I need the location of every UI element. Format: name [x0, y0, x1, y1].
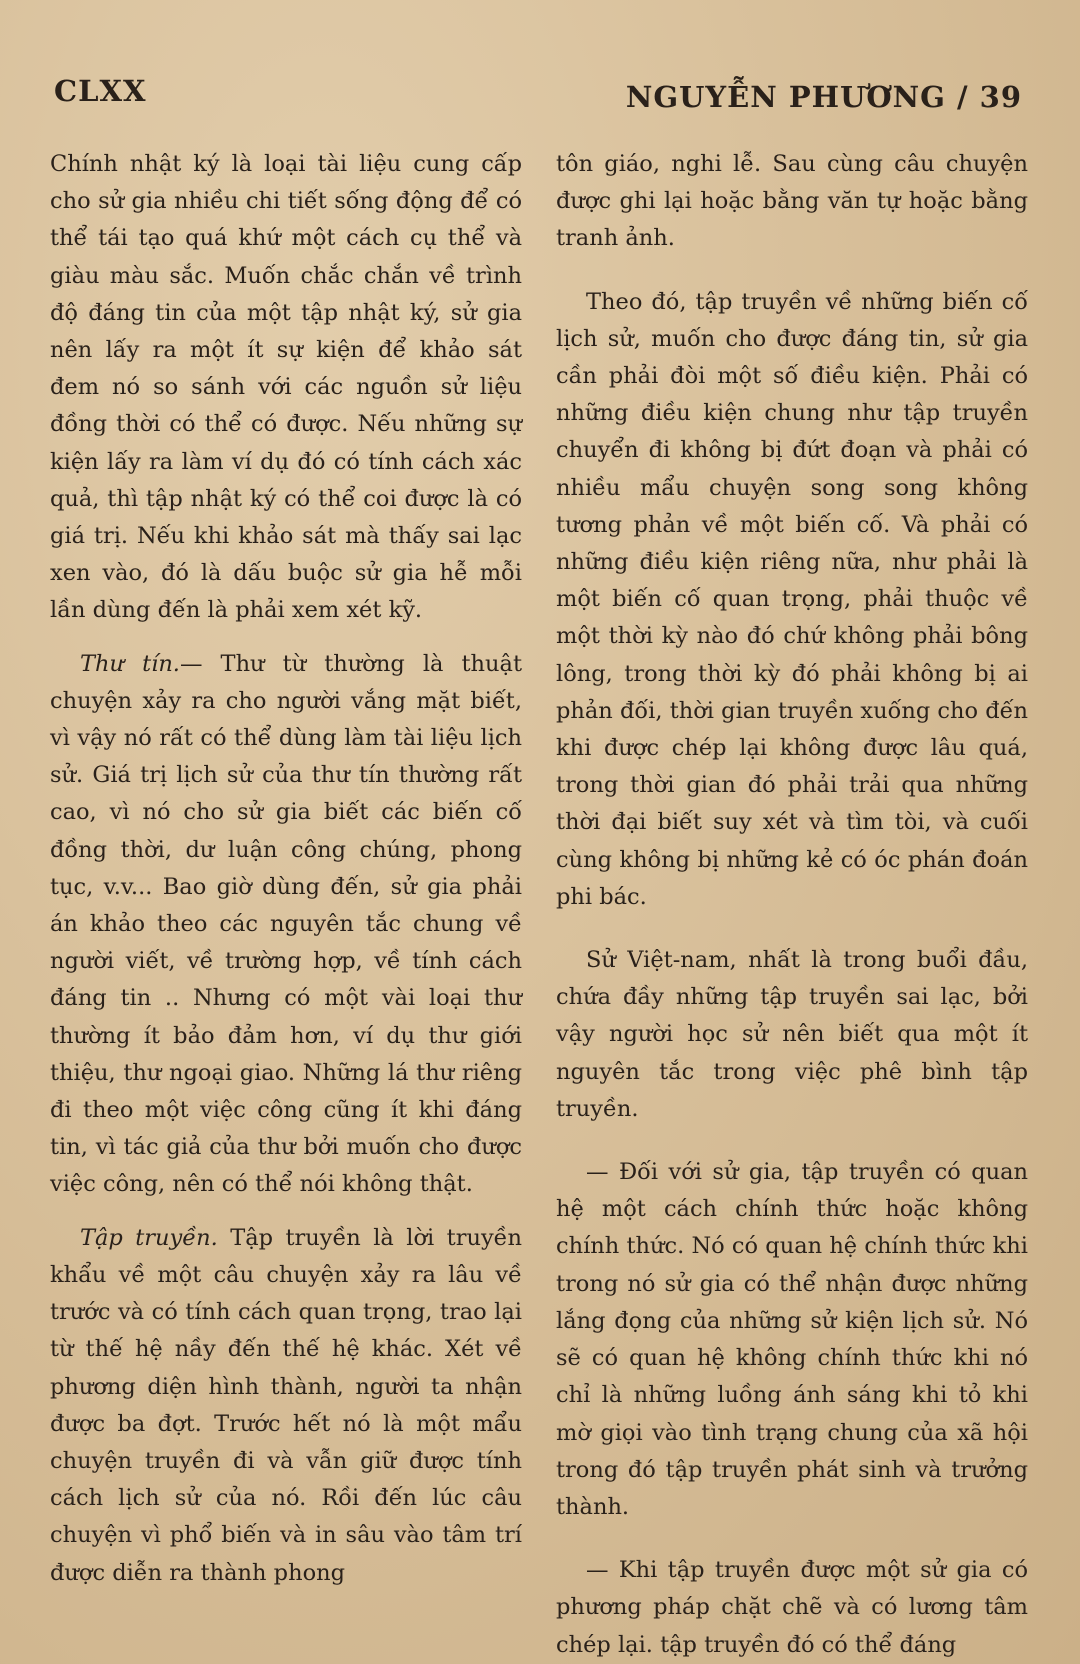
paragraph-tradition: [50, 1220, 522, 1592]
section-title-letters: Thư tín.: [80, 650, 180, 677]
letters-text: — Thư từ thường là thuật chuyện xảy ra cho người vắng mặt biết, vì vậy nó rất có thể dùng làm tài liệu lịch sử. Giá trị lịch sử của thư tín thường rất cao, vì nó cho sử gia biết các biến cố đồng thời, dư luận công chúng, phong tục, v.v... Bao giờ dùng đến, sử gia phải án khảo theo các nguyên tắc chung về người viết, về trường hợp, về tính cách đáng tin .. Nhưng có một vài loại thư thường ít bảo đảm hơn, ví dụ thư giới thiệu, thư ngoại giao. Những lá thư riêng đi theo một việc công cũng ít khi đáng tin, vì tác giả của thư bởi muốn cho được việc công, nên có thể nói không thật.: [50, 650, 522, 1198]
paragraph-diary: Chính nhật ký là loại tài liệu cung cấp cho sử gia nhiều chi tiết sống động để có thể tái tạo quá khứ một cách cụ thể và giàu màu sắc. Muốn chắc chắn về trình độ đáng tin của một tập nhật ký, sử gia nên lấy ra một ít sự kiện để khảo sát đem nó so sánh với các nguồn sử liệu đồng thời có thể có được. Nếu những sự kiện lấy ra làm ví dụ đó có tính cách xác quả, thì tập nhật ký có thể coi được là có giá trị. Nếu khi khảo sát mà thấy sai lạc xen vào, đó là dấu buộc sử gia hễ mỗi lần dùng đến là phải xem xét kỹ.: [50, 151, 522, 624]
running-header: NGUYỄN PHƯƠNG / 39: [625, 80, 1022, 114]
page-section-label: CLXX: [54, 74, 147, 108]
paragraph-continuation: tôn giáo, nghi lễ. Sau cùng câu chuyện được ghi lại hoặc bằng văn tự hoặc bằng tranh ảnh.: [556, 151, 1028, 252]
paragraph-relation: — Đối với sử gia, tập truyền có quan hệ một cách chính thức hoặc không chính thức. Nó có quan hệ chính thức khi trong nó sử gia có thể nhận được những lắng đọng của những sử kiện lịch sử. Nó sẽ có quan hệ không chính thức khi nó chỉ là những luồng ánh sáng khi tỏ khi mờ giọi vào tình trạng chung của xã hội trong đó tập truyền phát sinh và trưởng thành.: [556, 1159, 1028, 1520]
paragraph-conditions: Theo đó, tập truyền về những biến cố lịch sử, muốn cho được đáng tin, sử gia cần phải đòi một số điều kiện. Phải có những điều kiện chung như tập truyền chuyển đi không bị đứt đoạn và phải có nhiều mẩu chuyện song song không tương phản về một biến cố. Và phải có những điều kiện riêng nữa, như phải là một biến cố quan trọng, phải thuộc về một thời kỳ nào đó chứ không phải bông lông, trong thời kỳ đó phải không bị ai phản đối, thời gian truyền xuống cho đến khi được chép lại không được lâu quá, trong thời gian đó phải trải qua những thời đại biết suy xét và tìm tòi, và cuối cùng không bị những kẻ có óc phán đoán phi bác.: [556, 288, 1028, 910]
tradition-text: Tập truyền là lời truyền khẩu về một câu chuyện xảy ra lâu về trước và có tính cách quan trọng, trao lại từ thế hệ nầy đến thế hệ khác. Xét về phương diện hình thành, người ta nhận được ba đợt. Trước hết nó là một mẩu chuyện truyền đi và vẫn giữ được tính cách lịch sử của nó. Rồi đến lúc câu chuyện vì phổ biến và in sâu vào tâm trí được diễn ra thành phong: [50, 1224, 522, 1586]
right-column: [556, 146, 1028, 1664]
section-title-tradition: Tập truyền.: [80, 1224, 218, 1251]
paragraph-letters: [50, 646, 522, 1204]
paragraph-method: — Khi tập truyền được một sử gia có phương pháp chặt chẽ và có lương tâm chép lại. tập truyền đó có thể đáng: [556, 1557, 1028, 1658]
left-column: [50, 146, 522, 1592]
paragraph-vietnam-history: Sử Việt-nam, nhất là trong buổi đầu, chứa đầy những tập truyền sai lạc, bởi vậy người học sử nên biết qua một ít nguyên tắc trong việc phê bình tập truyền.: [556, 947, 1028, 1122]
